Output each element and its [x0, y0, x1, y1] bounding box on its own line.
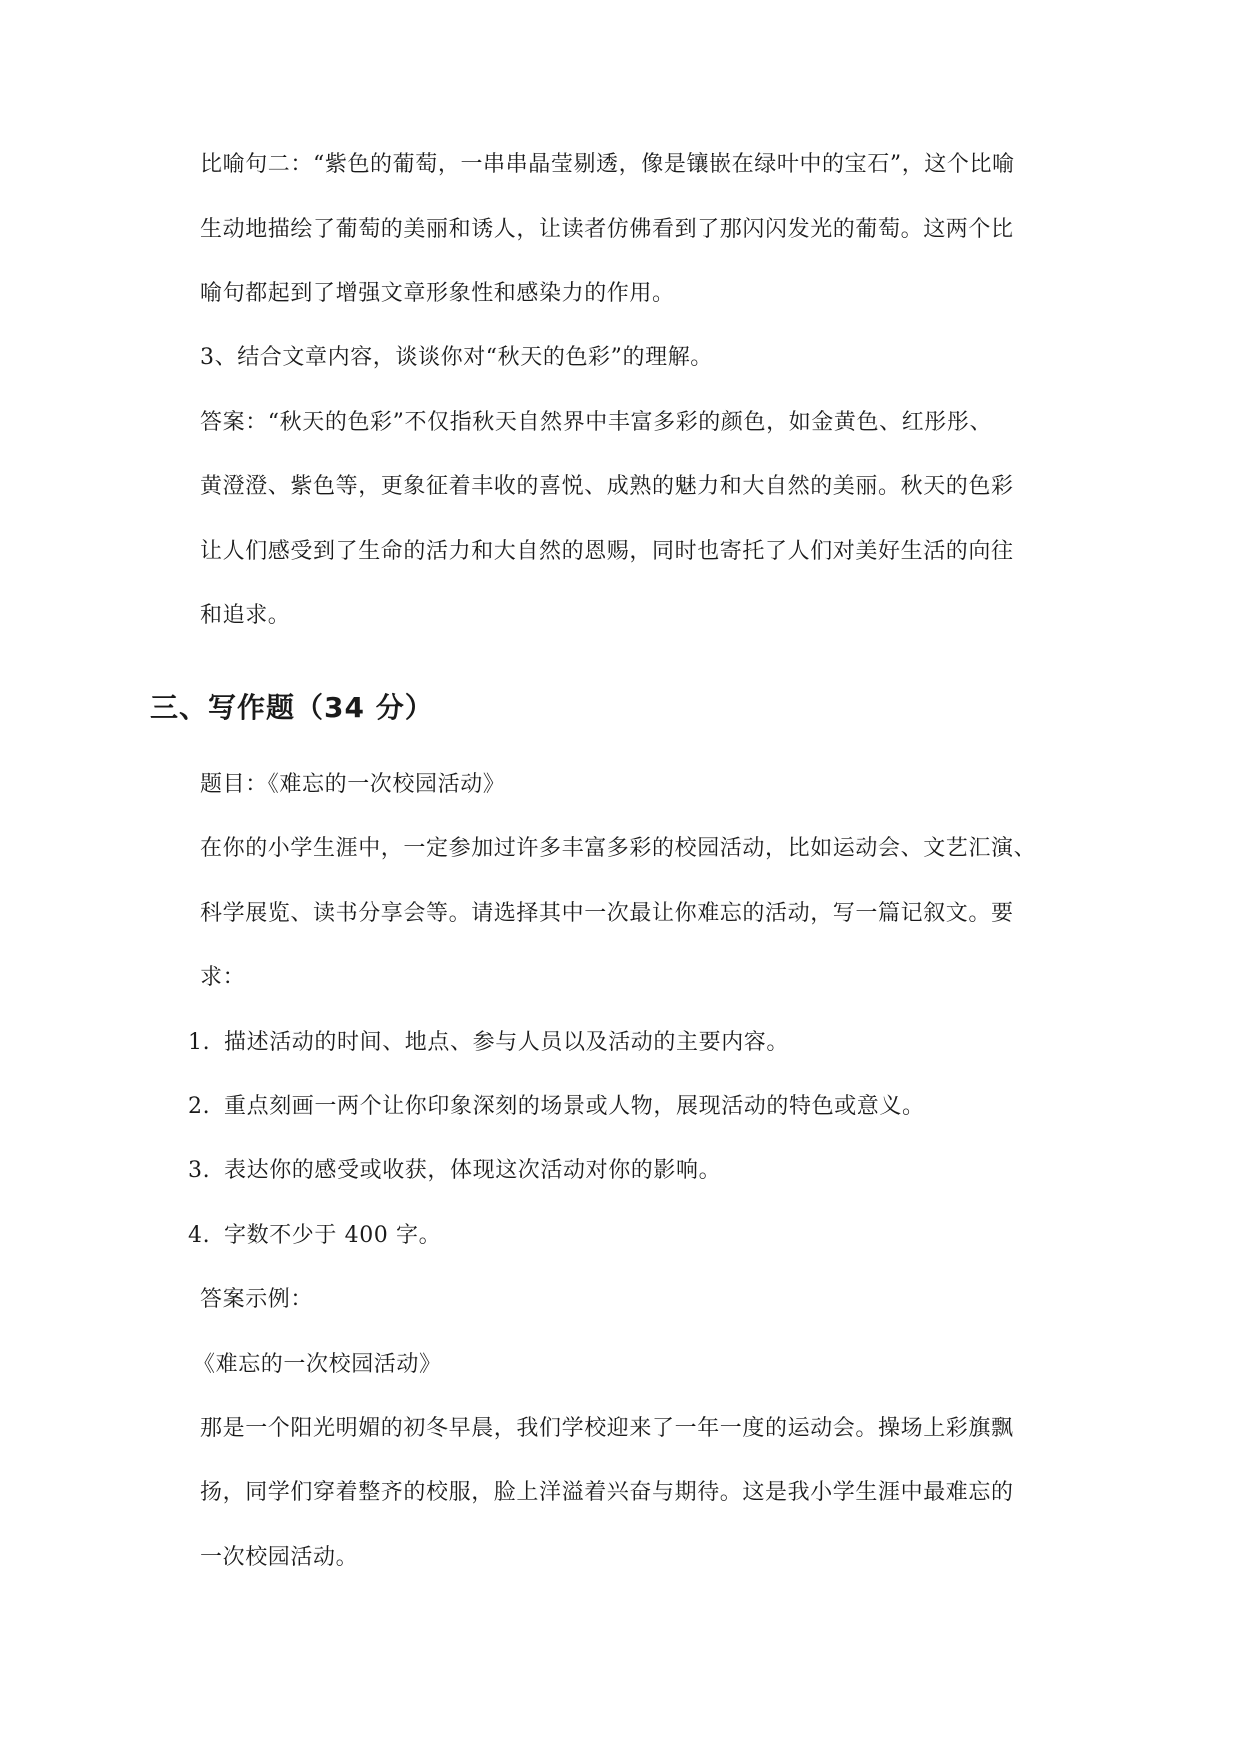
prompt-line-3: 求：	[200, 965, 246, 990]
requirement-text: 字数不少于 400 字。	[224, 1223, 442, 1248]
prompt-line-1: 在你的小学生涯中，一定参加过许多丰富多彩的校园活动，比如运动会、文艺汇演、	[200, 836, 1037, 861]
requirement-number: 3.	[188, 1158, 211, 1183]
requirement-number: 1.	[188, 1030, 211, 1055]
answer3-line-1: 答案：“秋天的色彩”不仅指秋天自然界中丰富多彩的颜色，如金黄色、红彤彤、	[200, 410, 993, 435]
sample-line-2: 扬，同学们穿着整齐的校服，脸上洋溢着兴奋与期待。这是我小学生涯中最难忘的	[200, 1480, 1014, 1505]
requirement-item	[188, 1221, 441, 1251]
requirement-number: 2.	[188, 1094, 211, 1119]
section-heading-writing: 三、写作题（34 分）	[150, 691, 434, 724]
requirement-item	[188, 1092, 925, 1122]
sample-title: 《难忘的一次校园活动》	[193, 1352, 442, 1377]
requirement-item	[188, 1028, 789, 1058]
answer3-line-3: 让人们感受到了生命的活力和大自然的恩赐，同时也寄托了人们对美好生活的向往	[200, 539, 1014, 564]
requirement-text: 描述活动的时间、地点、参与人员以及活动的主要内容。	[224, 1030, 790, 1055]
requirement-item	[188, 1156, 721, 1186]
requirement-text: 表达你的感受或收获，体现这次活动对你的影响。	[224, 1158, 722, 1183]
answer3-line-4: 和追求。	[200, 603, 291, 628]
metaphor2-line-1: 比喻句二：“紫色的葡萄，一串串晶莹剔透，像是镶嵌在绿叶中的宝石”，这个比喻	[200, 152, 1015, 177]
answer3-line-2: 黄澄澄、紫色等，更象征着丰收的喜悦、成熟的魅力和大自然的美丽。秋天的色彩	[200, 474, 1014, 499]
writing-topic: 题目：《难忘的一次校园活动》	[200, 772, 506, 797]
sample-line-1: 那是一个阳光明媚的初冬早晨，我们学校迎来了一年一度的运动会。操场上彩旗飘	[200, 1416, 1014, 1441]
metaphor2-line-2: 生动地描绘了葡萄的美丽和诱人，让读者仿佛看到了那闪闪发光的葡萄。这两个比	[200, 217, 1014, 242]
prompt-line-2: 科学展览、读书分享会等。请选择其中一次最让你难忘的活动，写一篇记叙文。要	[200, 901, 1014, 926]
sample-label: 答案示例：	[200, 1287, 314, 1312]
requirement-number: 4.	[188, 1223, 211, 1248]
metaphor2-line-3: 喻句都起到了增强文章形象性和感染力的作用。	[200, 281, 675, 306]
sample-line-3: 一次校园活动。	[200, 1545, 359, 1570]
question-3: 3、结合文章内容，谈谈你对“秋天的色彩”的理解。	[200, 345, 713, 370]
requirement-text: 重点刻画一两个让你印象深刻的场景或人物，展现活动的特色或意义。	[224, 1094, 925, 1119]
